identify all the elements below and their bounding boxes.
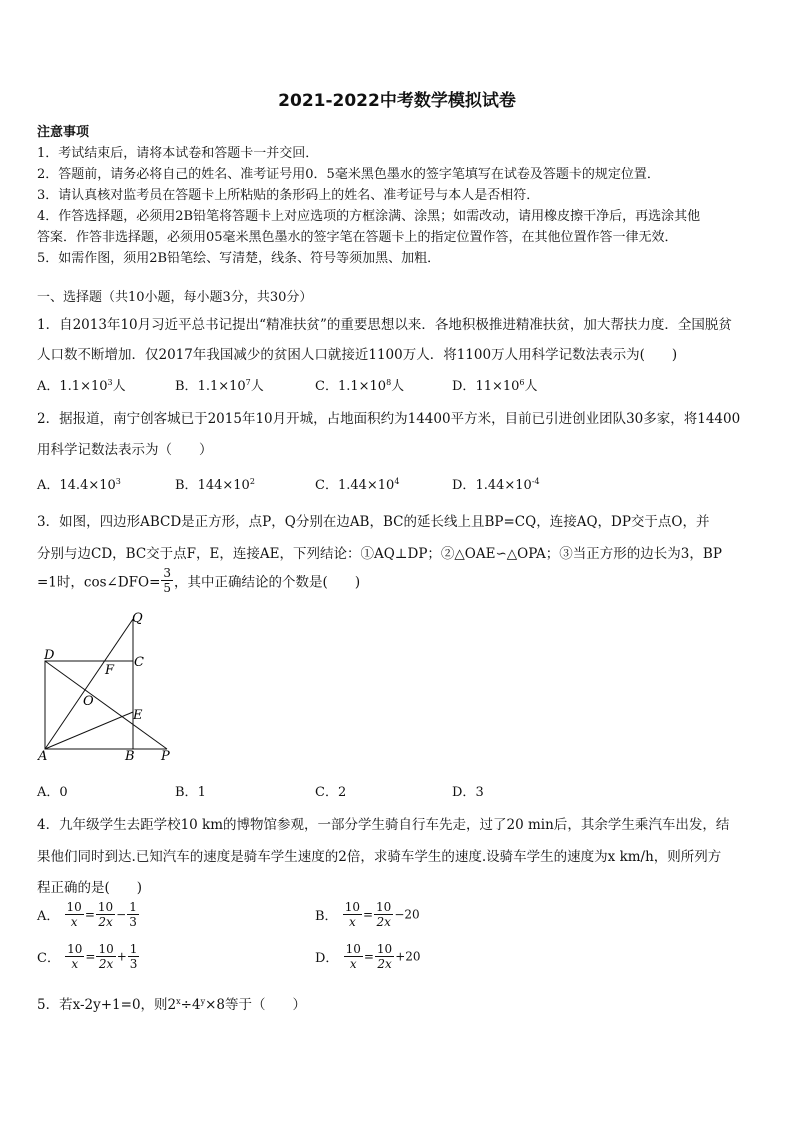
q1-option-c: C．$1.1\times 10^8$人	[315, 378, 405, 394]
q3-option-a: A．0	[37, 785, 68, 800]
q4-option-d: D． $\frac{10}{x}$ = $\frac{10}{2x}$ +20	[315, 942, 421, 971]
line-aq	[45, 619, 133, 749]
q2-option-a: A．$14.4\times 10^3$	[37, 477, 121, 493]
q1-line-2: 人口数不断增加．仅2017年我国减少的贫困人口就接近1100万人．将1100万人用科学记数法表示为( )	[37, 347, 678, 363]
q3-line-2: 分别与边CD，BC交于点F，E，连接AE，下列结论：①AQ⊥DP；②△OAE∽△OPA；③当正方形的边长为3，BP	[37, 546, 722, 562]
q2-option-b: B．$144\times 10^2$	[175, 477, 255, 493]
label-f: F	[105, 663, 115, 678]
q2-option-c: C．$1.44\times 10^4$	[315, 477, 400, 493]
label-p: P	[161, 749, 170, 764]
notice-item-5: 5．如需作图，须用2B铅笔绘、写清楚，线条、符号等须加黑、加粗．	[37, 251, 441, 266]
cos-fraction: $\frac{3}{5}$	[163, 566, 172, 595]
notice-item-3: 3．请认真核对监考员在答题卡上所粘贴的条形码上的姓名、准考证号与本人是否相符．	[37, 188, 540, 203]
notice-item-4: 4．作答选择题，必须用2B铅笔将答题卡上对应选项的方框涂满、涂黑；如需改动，请用橡皮擦干净后，再选涂其他	[37, 209, 701, 224]
q1-option-a: A．$1.1\times 10^3$人	[37, 378, 126, 394]
notice-item-2: 2．答题前，请务必将自己的姓名、准考证号用0．5毫米黑色墨水的签字笔填写在试卷及答题卡的规定位置．	[37, 167, 660, 182]
page-title: 2021-2022中考数学模拟试卷	[278, 91, 516, 111]
notice-heading: 注意事项	[37, 125, 90, 140]
q1-option-b: B．$1.1\times 10^7$人	[175, 378, 264, 394]
square-figure	[30, 608, 190, 768]
label-q: Q	[132, 611, 143, 626]
notice-item-1: 1．考试结束后，请将本试卷和答题卡一并交回．	[37, 146, 319, 161]
q4-line-1: 4．九年级学生去距学校10 km的博物馆参观，一部分学生骑自行车先走，过了20 min后，其余学生乘汽车出发，结	[37, 817, 730, 833]
label-e: E	[133, 708, 143, 723]
notice-item-4-cont: 答案．作答非选择题，必须用05毫米黑色墨水的签字笔在答题卡上的指定位置作答，在其他位置作答一律无效．	[37, 230, 678, 245]
q3-option-d: D．3	[452, 785, 484, 800]
q1-line-1: 1．自2013年10月习近平总书记提出“精准扶贫”的重要思想以来．各地积极推进精准扶贫，加大帮扶力度．全国脱贫	[37, 317, 732, 333]
q3-option-b: B．1	[175, 785, 206, 800]
line-ae	[45, 712, 133, 749]
q4-option-c: C． $\frac{10}{x}$ = $\frac{10}{2x}$ + $\frac{1}{3}$	[37, 942, 138, 971]
q4-line-3: 程正确的是( )	[37, 880, 143, 896]
label-d: D	[44, 648, 55, 663]
label-a: A	[38, 749, 48, 764]
q4-line-2: 果他们同时到达.已知汽车的速度是骑车学生速度的2倍，求骑车学生的速度.设骑车学生的速度为x km/h，则所列方	[37, 849, 722, 865]
q3-option-c: C．2	[315, 785, 347, 800]
q3-line-1: 3．如图，四边形ABCD是正方形，点P，Q分别在边AB，BC的延长线上且BP=CQ，连接AQ，DP交于点O，并	[37, 514, 710, 530]
label-o: O	[83, 694, 94, 709]
q1-option-d: D．$11\times 10^6$人	[452, 378, 538, 394]
q2-option-d: D．$1.44\times 10^{-4}$	[452, 477, 540, 493]
q5-line: 5．若x-2y+1=0，则$2^x\div 4^y\times 8$等于（ ）	[37, 997, 306, 1013]
q2-line-2: 用科学记数法表示为（ ）	[37, 442, 213, 458]
label-c: C	[134, 655, 144, 670]
q4-option-a: A． $\frac{10}{x}$ = $\frac{10}{2x}$ − $\frac{1}{3}$	[37, 900, 137, 929]
q2-line-1: 2．据报道，南宁创客城已于2015年10月开城，占地面积约为14400平方米，目前已引进创业团队30多家，将14400	[37, 411, 741, 427]
q4-option-b: B． $\frac{10}{x}$ = $\frac{10}{2x}$ −20	[315, 900, 420, 929]
section-heading: 一、选择题（共10小题，每小题3分，共30分）	[37, 290, 313, 305]
q3-line-3: =1时，cos∠DFO= $\frac{3}{5}$ ，其中正确结论的个数是( )	[37, 566, 361, 595]
label-b: B	[125, 749, 135, 764]
